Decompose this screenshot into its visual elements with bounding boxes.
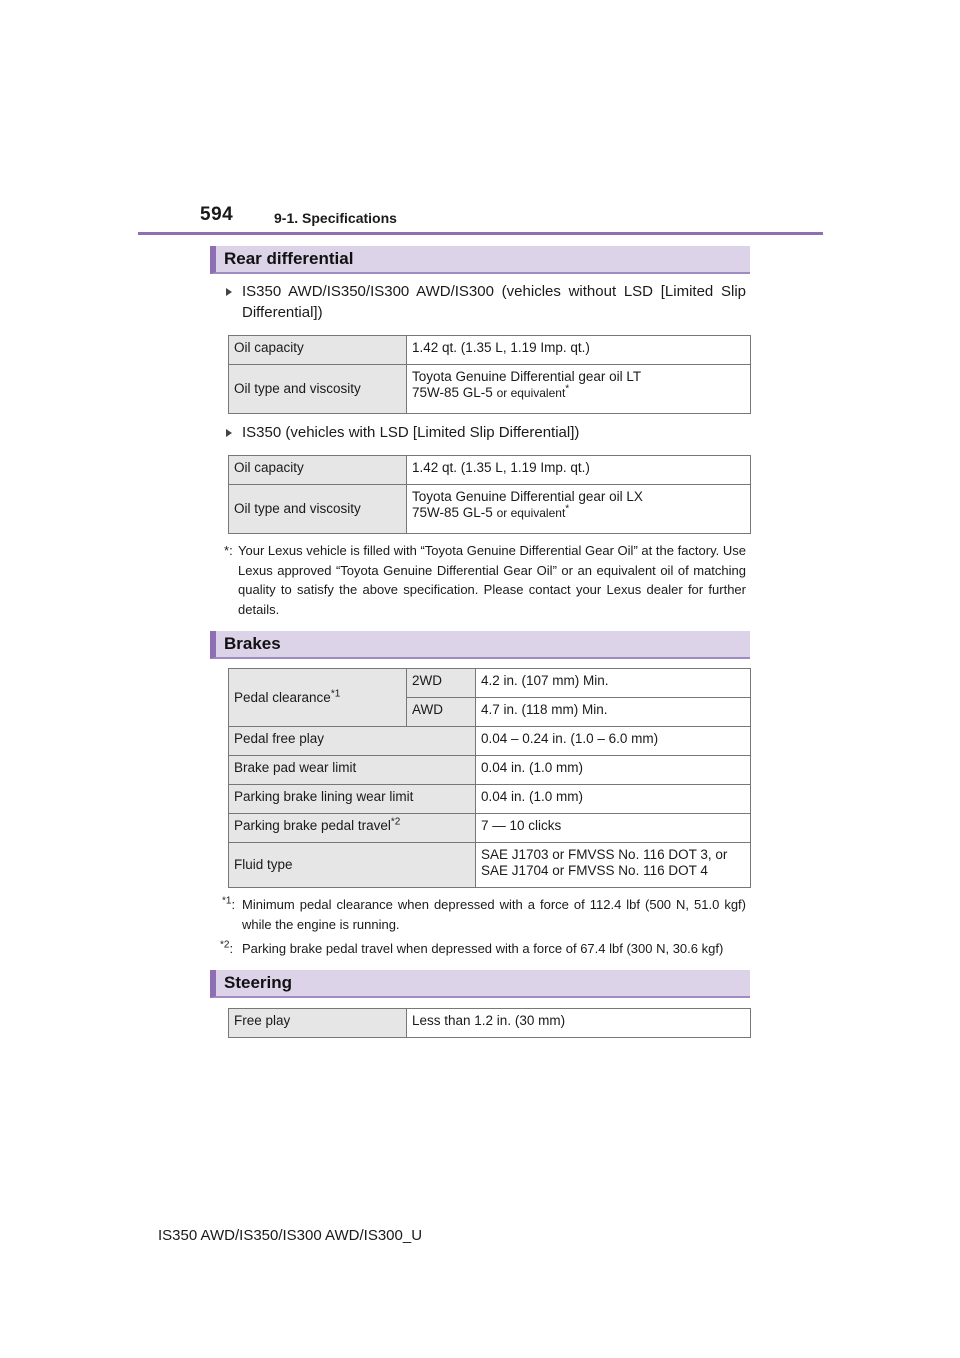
variant-a-label: IS350 AWD/IS350/IS300 AWD/IS300 (vehicles without LSD [Limited Slip Differential]): [242, 283, 746, 321]
footnote-mark: $^{*2}$:: [220, 939, 234, 956]
value-suffix: or equivalent: [496, 386, 566, 400]
rear-diff-footnote: [224, 541, 746, 619]
table-value: [407, 485, 751, 534]
table-value: 0.04 in. (1.0 mm): [476, 756, 751, 785]
table-value: 1.42 qt. (1.35 L, 1.19 Imp. qt.): [407, 336, 751, 365]
footnote-mark: *2: [390, 816, 401, 828]
drive-type: 2WD: [407, 669, 476, 698]
table-label: Oil capacity: [229, 336, 407, 365]
table-value: 0.04 – 0.24 in. (1.0 – 6.0 mm): [476, 727, 751, 756]
section-title: Steering: [224, 973, 293, 992]
value-line: SAE J1704 or FMVSS No. 116 DOT 4: [481, 863, 708, 878]
header-rule: [138, 232, 823, 235]
table-label: Free play: [229, 1009, 407, 1038]
table-label: Brake pad wear limit: [229, 756, 476, 785]
table-label: Oil capacity: [229, 456, 407, 485]
variant-a-heading: [226, 281, 746, 323]
table-label: Oil type and viscosity: [229, 365, 407, 414]
table-value: 1.42 qt. (1.35 L, 1.19 Imp. qt.): [407, 456, 751, 485]
table-value: Less than 1.2 in. (30 mm): [407, 1009, 751, 1038]
table-label: Pedal clearance$^{*1}$: [229, 669, 407, 727]
chapter-title: 9-1. Specifications: [274, 210, 397, 226]
value-line: 75W-85 GL-5: [412, 505, 493, 520]
value-line: Toyota Genuine Differential gear oil LX: [412, 489, 643, 504]
table-value: 7 — 10 clicks: [476, 814, 751, 843]
section-title: Rear differential: [224, 249, 354, 268]
value-suffix: or equivalent: [496, 506, 566, 520]
table-value: 0.04 in. (1.0 mm): [476, 785, 751, 814]
rear-diff-table-b: [228, 455, 751, 534]
table-value: [407, 365, 751, 414]
table-label: Fluid type: [229, 843, 476, 888]
brakes-footnote-1: [222, 895, 746, 934]
variant-b-heading: [226, 422, 746, 443]
footnote-text: Minimum pedal clearance when depressed with a force of 112.4 lbf (500 N, 51.0 kgf) while the engine is running.: [242, 897, 746, 932]
footnote-text: Parking brake pedal travel when depressed with a force of 67.4 lbf (300 N, 30.6 kgf): [242, 941, 724, 956]
footnote-mark: *1: [330, 688, 341, 699]
value-line: Toyota Genuine Differential gear oil LT: [412, 369, 642, 384]
variant-b-label: IS350 (vehicles with LSD [Limited Slip Differential]): [242, 424, 580, 441]
footnote-text: Your Lexus vehicle is filled with “Toyota Genuine Differential Gear Oil” at the factory. Use Lexus approved “Toyota Genuine Differential Gear Oil” or an equivalent oil of matching quality to satisfy the above specification. Please contact your Lexus dealer for further details.: [238, 543, 746, 617]
table-value: 4.2 in. (107 mm) Min.: [476, 669, 751, 698]
brakes-table: [228, 668, 751, 888]
footnote-mark: *:: [224, 543, 233, 558]
footnote-mark: *: [565, 383, 570, 395]
footnote-mark: *: [565, 503, 570, 515]
drive-type: AWD: [407, 698, 476, 727]
table-label: Parking brake lining wear limit: [229, 785, 476, 814]
page-number: 594: [200, 204, 234, 225]
table-label: Pedal free play: [229, 727, 476, 756]
rear-diff-table-a: [228, 335, 751, 414]
table-label: Oil type and viscosity: [229, 485, 407, 534]
footer-model: IS350 AWD/IS350/IS300 AWD/IS300_U: [158, 1227, 423, 1244]
table-label: Parking brake pedal travel$^{*2}$: [229, 814, 476, 843]
bullet-arrow-icon: [226, 288, 232, 296]
brakes-footnote-2: [220, 939, 746, 959]
footnote-mark: $^{*1}$:: [222, 895, 236, 912]
section-brakes: [210, 631, 750, 659]
value-line: SAE J1703 or FMVSS No. 116 DOT 3, or: [481, 847, 728, 862]
section-rear-differential: [210, 246, 750, 274]
table-value: 4.7 in. (118 mm) Min.: [476, 698, 751, 727]
table-value: [476, 843, 751, 888]
bullet-arrow-icon: [226, 429, 232, 437]
section-steering: [210, 970, 750, 998]
steering-table: [228, 1008, 751, 1038]
section-title: Brakes: [224, 634, 281, 653]
value-line: 75W-85 GL-5: [412, 385, 493, 400]
